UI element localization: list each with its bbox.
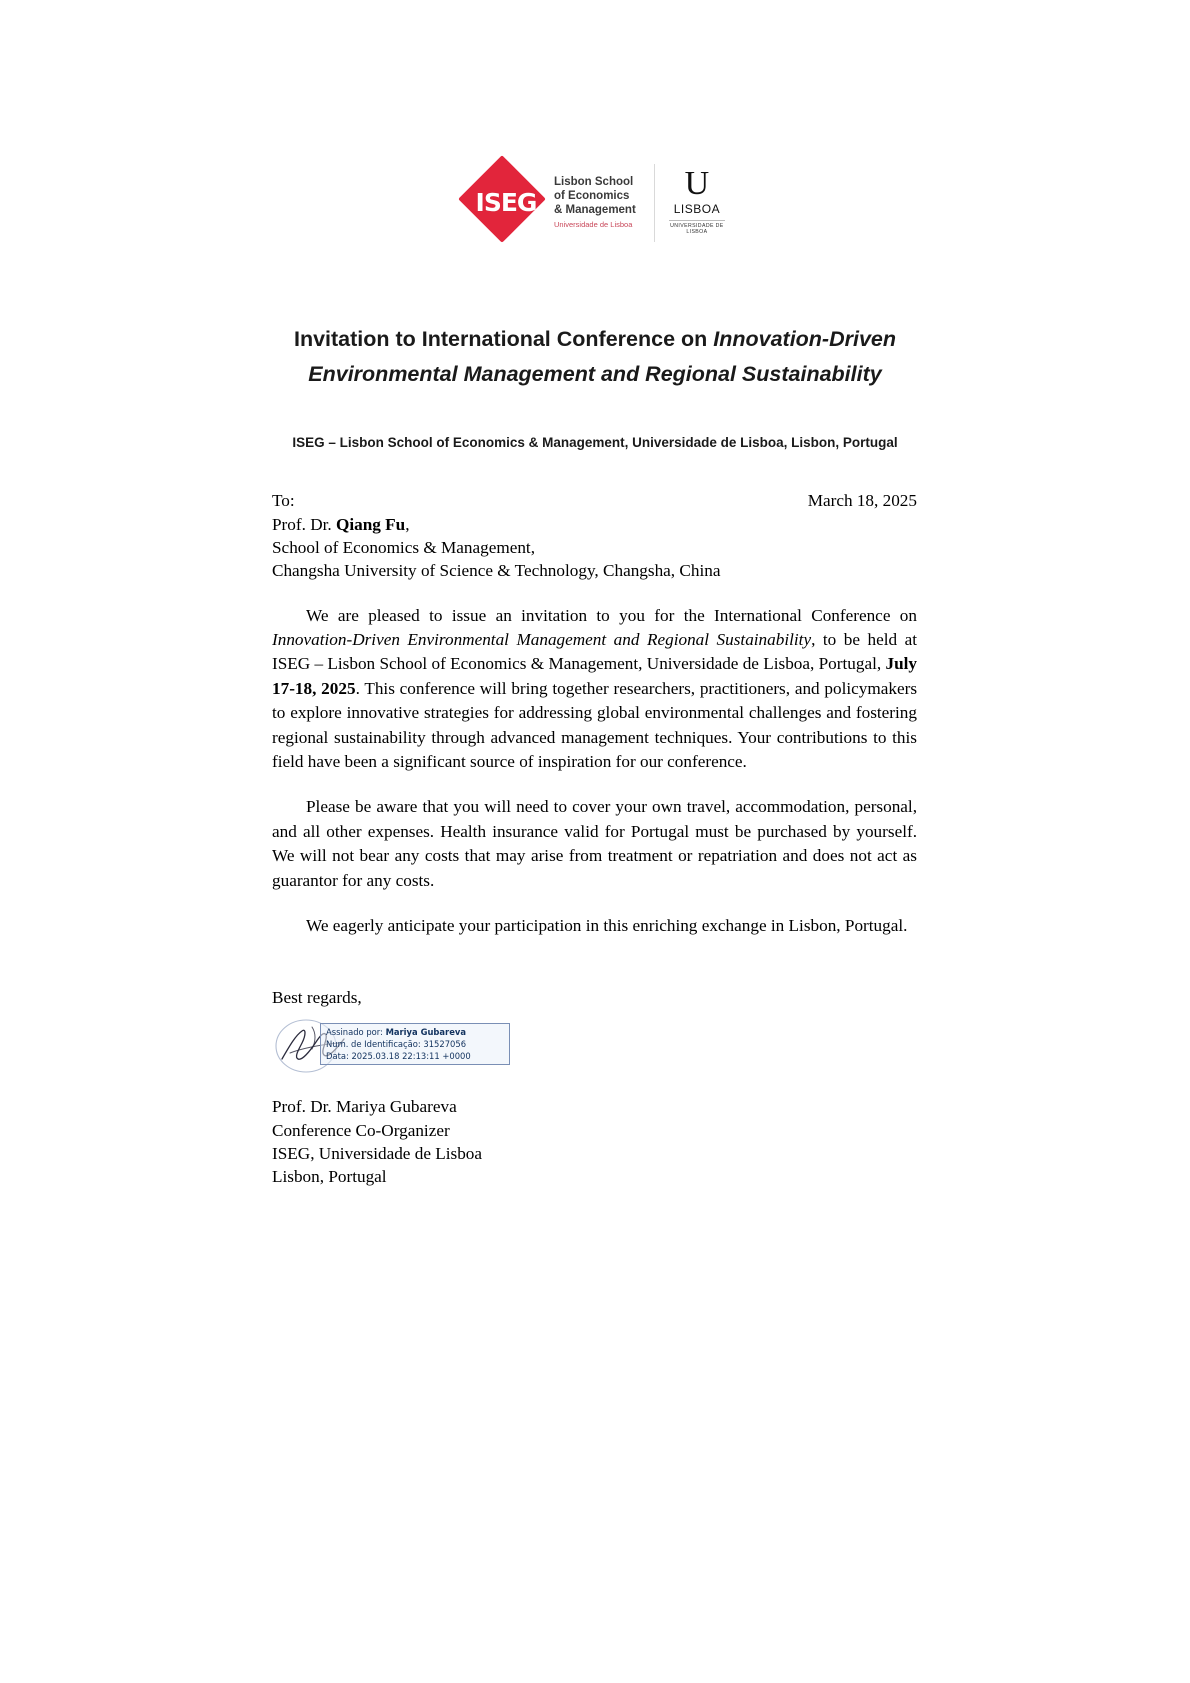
- signature-area: [272, 1015, 917, 1081]
- universidade-lisboa-logo: [654, 164, 725, 242]
- signer-role: Conference Co-Organizer: [272, 1120, 450, 1140]
- paragraph-1: [272, 604, 917, 775]
- p1-part-b: , to be held at ISEG – Lisbon School of Economics & Management, Universidade de Lisboa, Portugal,: [272, 629, 917, 674]
- iseg-logo: [465, 164, 636, 242]
- ul-lisboa-text: LISBOA: [673, 201, 721, 216]
- digital-signature-stamp: [320, 1023, 510, 1065]
- recipient-block: [272, 514, 917, 583]
- signer-name: Prof. Dr. Mariya Gubareva: [272, 1097, 457, 1117]
- recipient-prefix: Prof. Dr.: [272, 514, 336, 534]
- p1-conference-dates: July 17-18, 2025: [272, 654, 917, 698]
- page-subtitle: ISEG – Lisbon School of Economics & Management, Universidade de Lisboa, Lisbon, Portugal: [292, 435, 898, 450]
- closing-line: Best regards,: [272, 987, 362, 1007]
- page-title: [250, 322, 940, 393]
- p1-part-a: We are pleased to issue an invitation to you for the International Conference on: [306, 605, 917, 625]
- to-label: To:: [272, 491, 295, 510]
- recipient-name-line: [272, 514, 917, 537]
- iseg-logo-line3: & Management: [554, 204, 636, 217]
- stamp-id-line: Num. de Identificação: 31527056: [326, 1039, 467, 1050]
- letter-body: [272, 490, 917, 1188]
- recipient-organization: Changsha University of Science & Technology, Changsha, China: [272, 560, 721, 580]
- iseg-diamond-icon: [465, 164, 547, 242]
- stamp-date-line: Data: 2025.03.18 22:13:11 +0000: [326, 1050, 471, 1061]
- iseg-logo-text: [554, 175, 636, 229]
- recipient-suffix: ,: [405, 514, 410, 534]
- title-line2-italic: Environmental Management and Regional Sustainability: [308, 362, 882, 387]
- iseg-logo-line4: Universidade de Lisboa: [554, 220, 633, 230]
- logo-row: [465, 155, 725, 250]
- iseg-logo-line1: Lisbon School: [554, 176, 634, 189]
- ul-letter-u: U: [684, 164, 710, 202]
- title-line1-plain: Invitation to International Conference on: [293, 327, 714, 351]
- paragraph-2: Please be aware that you will need to cover your own travel, accommodation, personal, and all other expenses. Health insurance valid for Portugal must be purchased by yourself. We will not bear any costs that may arise from treatment or repatriation and does not act as guarantor for any costs.: [272, 797, 917, 890]
- signer-affiliation: ISEG, Universidade de Lisboa: [272, 1143, 483, 1163]
- paragraph-3: We eagerly anticipate your participation in this enriching exchange in Lisbon, Portugal.: [306, 916, 908, 936]
- iseg-wordmark: ISEG: [475, 187, 537, 217]
- to-and-date-row: [272, 490, 917, 513]
- stamp-signer-line: [326, 1027, 504, 1039]
- signer-location: Lisbon, Portugal: [272, 1167, 387, 1187]
- p1-part-c: . This conference will bring together researchers, practitioners, and policymakers to explore innovative strategies for addressing global environmental challenges and fostering regional sustainability through advanced management techniques. Your contributions to this field have been a significant source of inspiration for our conference.: [272, 678, 918, 772]
- recipient-name: Qiang Fu: [335, 514, 406, 534]
- iseg-logo-line2: of Economics: [554, 190, 630, 203]
- stamp-signed-by-label: Assinado por:: [326, 1027, 383, 1038]
- title-line1-italic: Innovation-Driven: [713, 327, 897, 351]
- p1-conference-name: Innovation-Driven Environmental Management and Regional Sustainability: [272, 629, 812, 649]
- recipient-department: School of Economics & Management,: [272, 537, 536, 557]
- stamp-signer-name: Mariya Gubareva: [385, 1027, 466, 1038]
- letter-date: March 18, 2025: [807, 491, 917, 510]
- ul-subtitle-text: UNIVERSIDADE DE LISBOA: [669, 220, 725, 237]
- signer-block: [272, 1095, 917, 1188]
